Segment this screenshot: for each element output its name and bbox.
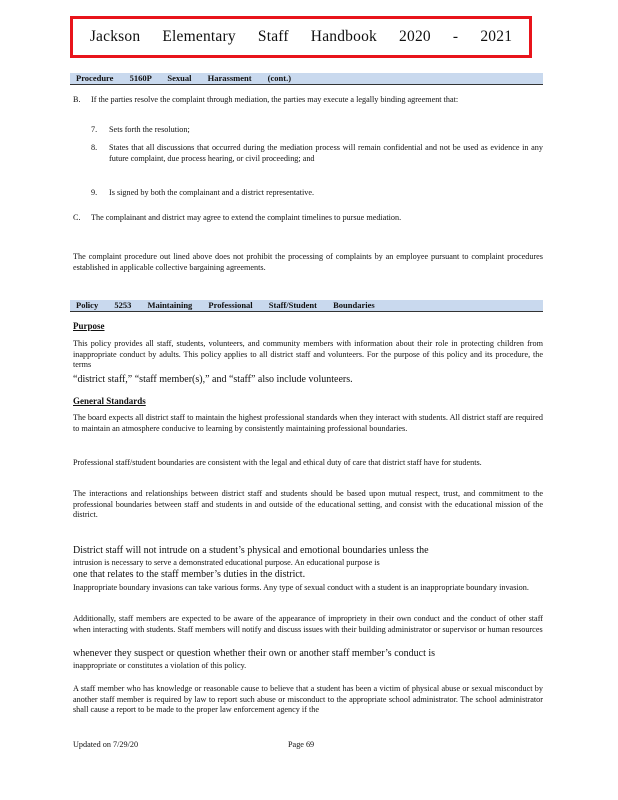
general-paragraph-5-emphasis: whenever they suspect or question whether their own or another staff member’s conduct is: [73, 648, 436, 659]
updated-date: Updated on 7/29/20: [73, 740, 139, 749]
subitem-7-text: Sets forth the resolution;: [109, 125, 190, 134]
purpose-paragraph: This policy provides all staff, students, volunteers, and community members with information about their role in protecting children from inappropriate conduct by adults. This policy applies to all district staff and volunteers. For the purpose of this policy and its procedure, the terms: [73, 339, 543, 369]
general-paragraph-3: The interactions and relationships between district staff and students should be based upon mutual respect, trust, and commitment to the professional boundaries between staff and students in and outside of the educational setting, and consist with the educational mission of the district.: [73, 489, 543, 519]
subitem-9-text: Is signed by both the complainant and a district representative.: [109, 188, 315, 197]
general-standards-heading: General Standards: [73, 396, 146, 406]
subitem-9-marker: 9.: [91, 188, 98, 197]
general-paragraph-4-rest: Inappropriate boundary invasions can take various forms. Any type of sexual conduct with a student is an inappropriate boundary invasion.: [73, 583, 529, 592]
procedure-closing-paragraph: The complaint procedure out lined above does not prohibit the processing of complaints by an employee pursuant to complaint procedures established in applicable collective bargaining agreements.: [73, 252, 543, 272]
subitem-8-text: States that all discussions that occurred during the mediation process will remain confidential and not be used as evidence in any future complaint, due process hearing, or civil proceeding; and: [109, 143, 543, 163]
general-paragraph-4-mid: intrusion is necessary to serve a demonstrated educational purpose. An educational purpose is: [73, 558, 380, 567]
general-paragraph-1: The board expects all district staff to maintain the highest professional standards when they interact with students. All district staff are required to maintain an atmosphere conducive to learning by consistently maintaining professional boundaries.: [73, 413, 543, 433]
subitem-7-marker: 7.: [91, 125, 98, 134]
general-paragraph-2: Professional staff/student boundaries are consistent with the legal and ethical duty of care that district staff have for students.: [73, 458, 482, 467]
item-c-marker: C.: [73, 213, 81, 222]
page-number: Page 69: [288, 740, 315, 749]
item-b-text: If the parties resolve the complaint through mediation, the parties may execute a legally binding agreement that:: [91, 95, 459, 104]
purpose-paragraph-tail: “district staff,” “staff member(s),” and “staff” also include volunteers.: [73, 374, 353, 385]
general-paragraph-5: Additionally, staff members are expected to be aware of the appearance of impropriety in their own conduct and the conduct of other staff when interacting with students. Staff members will notify and discuss issues with their building administrator or supervisor or human resources: [73, 614, 543, 634]
subitem-8-marker: 8.: [91, 143, 98, 152]
policy-band: Policy 5253 Maintaining Professional Staff/Student Boundaries: [70, 300, 543, 311]
purpose-heading: Purpose: [73, 321, 105, 331]
general-paragraph-5-end: inappropriate or constitutes a violation of this policy.: [73, 661, 247, 670]
general-paragraph-4-lead: District staff will not intrude on a student’s physical and emotional boundaries unless the: [73, 545, 429, 556]
general-paragraph-4-lead2: one that relates to the staff member’s duties in the district.: [73, 569, 306, 580]
handbook-title: Jackson Elementary Staff Handbook 2020 - 2021: [89, 28, 513, 45]
procedure-band: Procedure 5160P Sexual Harassment (cont.): [70, 73, 543, 84]
band-rule: [70, 311, 543, 312]
band-rule: [70, 84, 543, 85]
header-box: [70, 16, 532, 58]
item-c-text: The complainant and district may agree to extend the complaint timelines to pursue mediation.: [91, 213, 402, 222]
item-b-marker: B.: [73, 95, 81, 104]
general-paragraph-6: A staff member who has knowledge or reasonable cause to believe that a student has been a victim of physical abuse or sexual misconduct by another staff member is required by law to report such abuse or misconduct to the appropriate school administrator. The school administrator shall cause a report to be made to the proper law enforcement agency if the: [73, 684, 543, 714]
